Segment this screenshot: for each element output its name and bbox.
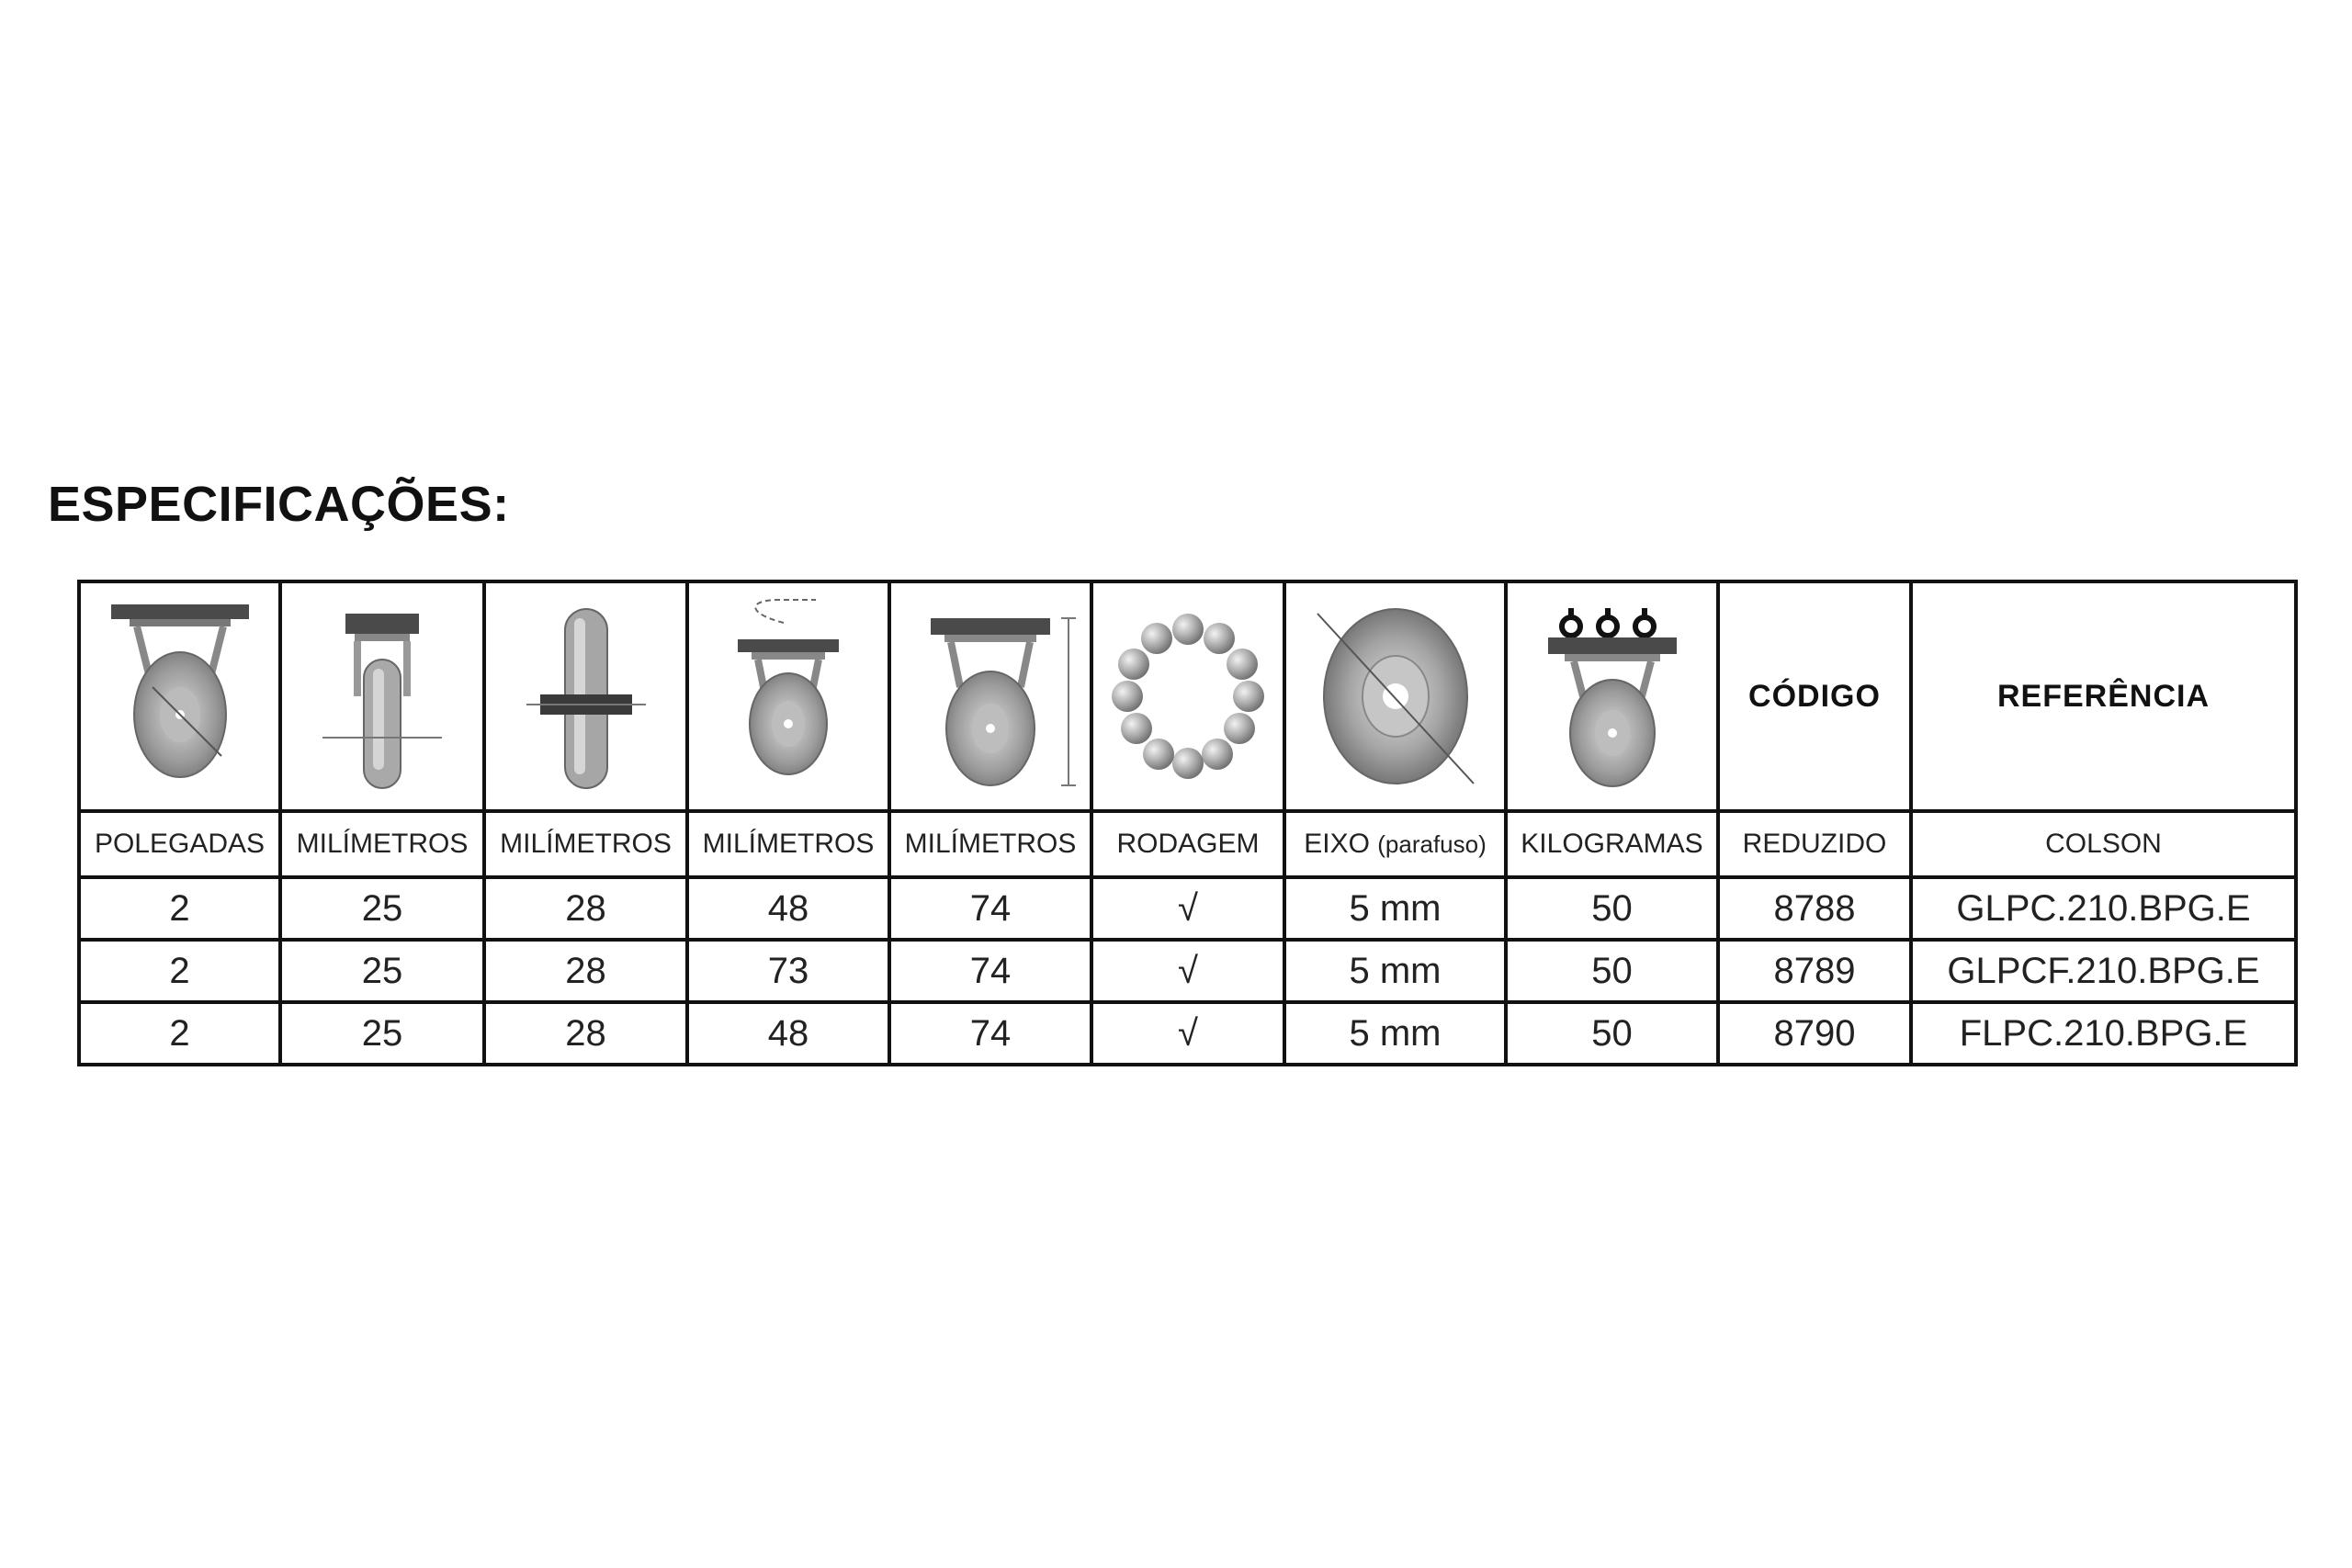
unit-cell: COLSON — [1911, 811, 2296, 877]
table-cell: FLPC.210.BPG.E — [1911, 1002, 2296, 1065]
table-cell: √ — [1091, 940, 1284, 1002]
table-cell: 28 — [484, 1002, 687, 1065]
unit-cell: MILÍMETROS — [687, 811, 889, 877]
unit-cell: MILÍMETROS — [484, 811, 687, 877]
table-cell: 74 — [889, 877, 1091, 940]
table-cell: GLPCF.210.BPG.E — [1911, 940, 2296, 1002]
axle-wheel-icon — [1304, 600, 1487, 793]
table-row — [79, 877, 2296, 940]
table-cell: 48 — [687, 1002, 889, 1065]
table-cell: 2 — [79, 877, 280, 940]
wheel-axle-width-icon — [508, 595, 664, 797]
table-cell: 2 — [79, 1002, 280, 1065]
unit-parafuso: (parafuso) — [1377, 830, 1487, 858]
specifications-table — [77, 580, 2298, 1066]
table-cell: 28 — [484, 940, 687, 1002]
page-title: ESPECIFICAÇÕES: — [48, 477, 510, 532]
header-cell — [79, 581, 280, 811]
table-cell: 8788 — [1718, 877, 1911, 940]
table-cell: 50 — [1506, 940, 1718, 1002]
caster-swivel-diameter-icon — [102, 595, 258, 797]
table-cell: 5 mm — [1284, 1002, 1506, 1065]
table-cell: 8790 — [1718, 1002, 1911, 1065]
table-cell: 25 — [280, 940, 484, 1002]
codigo-header: CÓDIGO — [1718, 581, 1911, 811]
ball-bearing-ring-icon — [1105, 609, 1271, 784]
table-row — [79, 1002, 2296, 1065]
table-cell: √ — [1091, 877, 1284, 940]
table-cell: 25 — [280, 1002, 484, 1065]
unit-cell: POLEGADAS — [79, 811, 280, 877]
table-cell: 5 mm — [1284, 940, 1506, 1002]
unit-cell: RODAGEM — [1091, 811, 1284, 877]
table-cell: 28 — [484, 877, 687, 940]
header-cell — [1091, 581, 1284, 811]
table-cell: √ — [1091, 1002, 1284, 1065]
referencia-header: REFERÊNCIA — [1911, 581, 2296, 811]
table-cell: 8789 — [1718, 940, 1911, 1002]
caster-wheel-width-icon — [304, 595, 460, 797]
table-row — [79, 940, 2296, 1002]
header-cell — [1284, 581, 1506, 811]
unit-cell: REDUZIDO — [1718, 811, 1911, 877]
load-weights-icon — [1530, 595, 1695, 797]
unit-cell: KILOGRAMAS — [1506, 811, 1718, 877]
header-cell — [280, 581, 484, 811]
header-cell — [889, 581, 1091, 811]
icon-header-row — [79, 581, 2296, 811]
table-cell: 50 — [1506, 877, 1718, 940]
table-cell: 25 — [280, 877, 484, 940]
header-cell — [687, 581, 889, 811]
unit-eixo: EIXO — [1304, 829, 1370, 859]
header-cell — [484, 581, 687, 811]
table-cell: GLPC.210.BPG.E — [1911, 877, 2296, 940]
units-row — [79, 811, 2296, 877]
table-cell: 5 mm — [1284, 877, 1506, 940]
table-cell: 73 — [687, 940, 889, 1002]
table-cell: 48 — [687, 877, 889, 940]
table-cell: 2 — [79, 940, 280, 1002]
header-cell — [1506, 581, 1718, 811]
table-cell: 74 — [889, 940, 1091, 1002]
unit-cell: MILÍMETROS — [280, 811, 484, 877]
total-height-icon — [903, 595, 1078, 797]
table-cell: 50 — [1506, 1002, 1718, 1065]
swivel-radius-icon — [710, 595, 866, 797]
unit-cell — [1284, 811, 1506, 877]
table-cell: 74 — [889, 1002, 1091, 1065]
unit-cell: MILÍMETROS — [889, 811, 1091, 877]
